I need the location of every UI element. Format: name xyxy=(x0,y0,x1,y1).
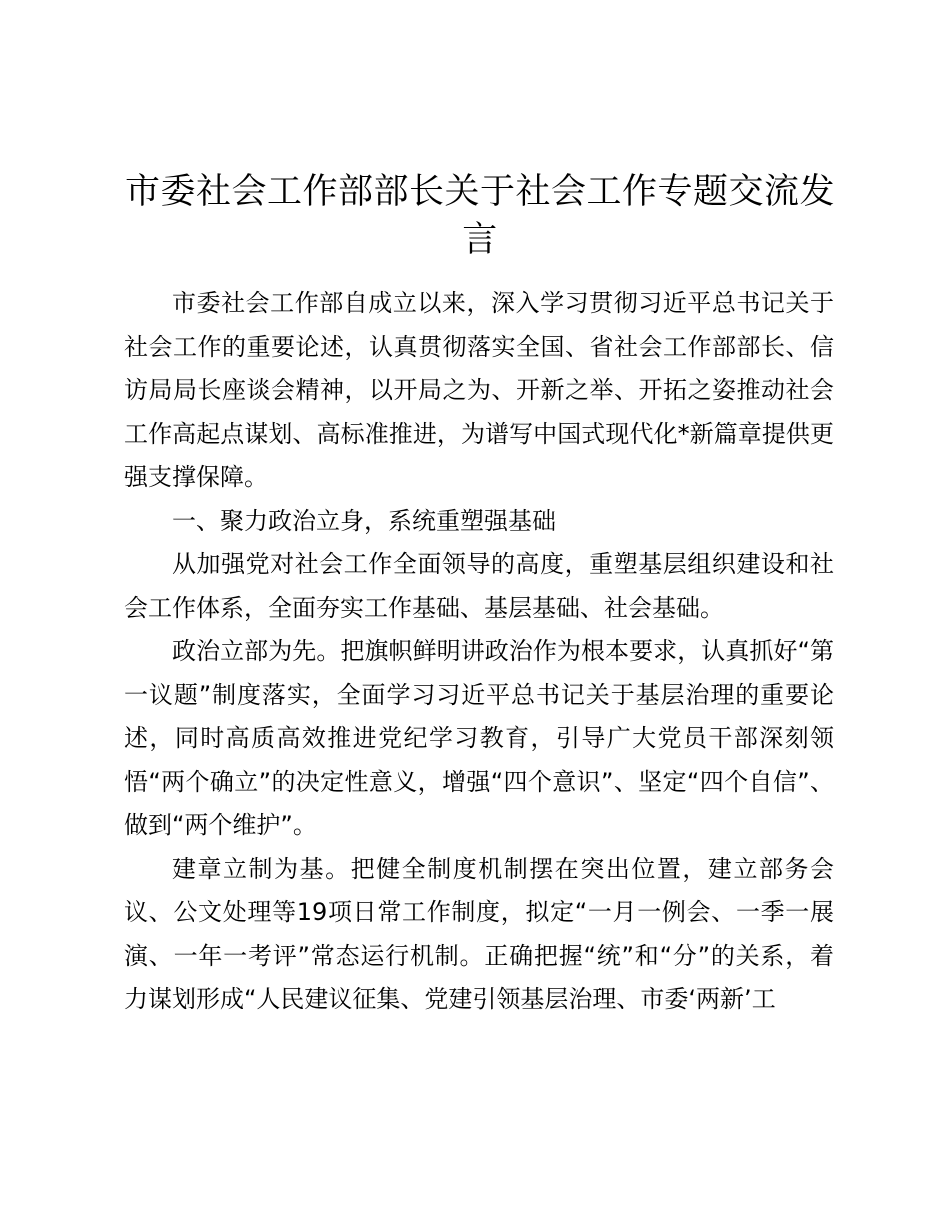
document-body xyxy=(124,282,834,1022)
paragraph-intro: 市委社会工作部自成立以来，深入学习贯彻习近平总书记关于社会工作的重要论述，认真贯彻落实全国、省社会工作部部长、信访局局长座谈会精神，以开局之为、开新之举、开拓之姿推动社会工作高起点谋划、高标准推进，为谱写中国式现代化*新篇章提供更强支撑保障。 xyxy=(124,289,834,491)
section-heading-1: 一、聚力政治立身，系统重塑强基础 xyxy=(172,506,556,535)
paragraph-political-foundation: 政治立部为先。把旗帜鲜明讲政治作为根本要求，认真抓好“第一议题”制度落实，全面学习习近平总书记关于基层治理的重要论述，同时高质高效推进党纪学习教育，引导广大党员干部深刻领悟“两个确立”的决定性意义，增强“四个意识”、坚定“四个自信”、做到“两个维护”。 xyxy=(124,637,834,839)
paragraph-institution-building: 建章立制为基。把健全制度机制摆在突出位置，建立部务会议、公文处理等19项日常工作制度，拟定“一月一例会、一季一展演、一年一考评”常态运行机制。正确把握“统”和“分”的关系，着力谋划形成“人民建议征集、党建引领基层治理、市委‘两新’工 xyxy=(124,854,834,1013)
paragraph-section-1-summary: 从加强党对社会工作全面领导的高度，重塑基层组织建设和社会工作体系，全面夯实工作基础、基层基础、社会基础。 xyxy=(124,550,834,622)
document-title: 市委社会工作部部长关于社会工作专题交流发言 xyxy=(124,172,835,260)
